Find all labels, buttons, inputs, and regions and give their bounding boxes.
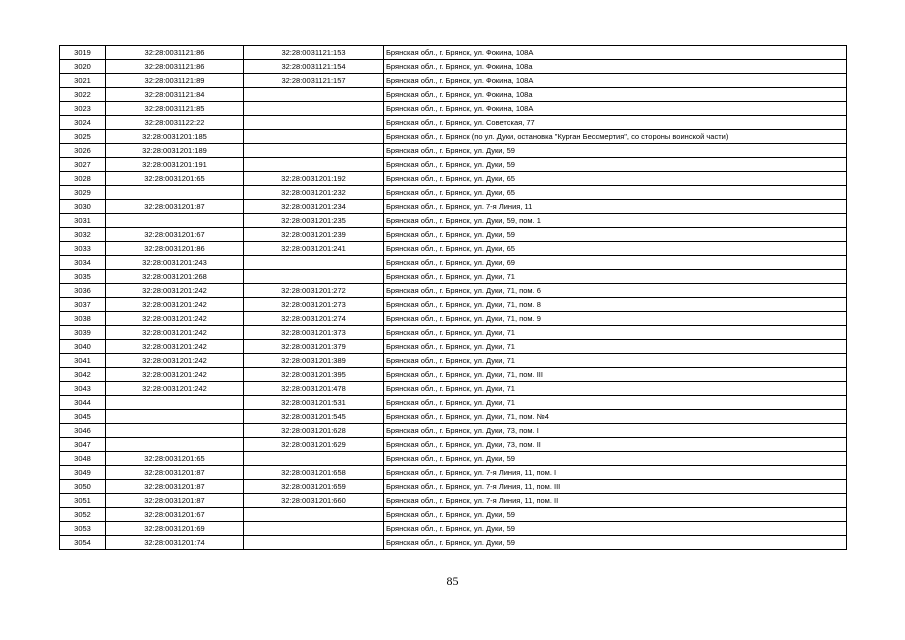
object-cadastral-number-cell: 32:28:0031201:232 [244, 186, 384, 200]
address-cell: Брянская обл., г. Брянск, ул. Дуки, 65 [384, 186, 847, 200]
table-row [60, 270, 847, 284]
table-row [60, 396, 847, 410]
cadastral-table-body [60, 46, 847, 550]
row-number-cell: 3054 [60, 536, 106, 550]
address-cell: Брянская обл., г. Брянск, ул. Дуки, 71, пом. 8 [384, 298, 847, 312]
address-cell: Брянская обл., г. Брянск, ул. Дуки, 73, пом. I [384, 424, 847, 438]
object-cadastral-number-cell: 32:28:0031201:274 [244, 312, 384, 326]
address-cell: Брянская обл., г. Брянск, ул. Дуки, 71 [384, 340, 847, 354]
parcel-cadastral-number-cell [106, 186, 244, 200]
table-row [60, 466, 847, 480]
row-number-cell: 3035 [60, 270, 106, 284]
address-cell: Брянская обл., г. Брянск, ул. Дуки, 73, пом. II [384, 438, 847, 452]
row-number-cell: 3026 [60, 144, 106, 158]
address-cell: Брянская обл., г. Брянск, ул. Фокина, 108а [384, 60, 847, 74]
table-row [60, 88, 847, 102]
parcel-cadastral-number-cell: 32:28:0031201:65 [106, 452, 244, 466]
row-number-cell: 3049 [60, 466, 106, 480]
row-number-cell: 3019 [60, 46, 106, 60]
parcel-cadastral-number-cell: 32:28:0031122:22 [106, 116, 244, 130]
address-cell: Брянская обл., г. Брянск, ул. 7-я Линия, 11, пом. I [384, 466, 847, 480]
table-row [60, 354, 847, 368]
parcel-cadastral-number-cell: 32:28:0031201:87 [106, 480, 244, 494]
object-cadastral-number-cell: 32:28:0031121:154 [244, 60, 384, 74]
parcel-cadastral-number-cell: 32:28:0031201:242 [106, 326, 244, 340]
parcel-cadastral-number-cell: 32:28:0031201:86 [106, 242, 244, 256]
object-cadastral-number-cell: 32:28:0031201:234 [244, 200, 384, 214]
object-cadastral-number-cell [244, 88, 384, 102]
parcel-cadastral-number-cell: 32:28:0031201:268 [106, 270, 244, 284]
table-row [60, 200, 847, 214]
table-row [60, 424, 847, 438]
address-cell: Брянская обл., г. Брянск, ул. Фокина, 108А [384, 74, 847, 88]
table-row [60, 312, 847, 326]
parcel-cadastral-number-cell: 32:28:0031201:87 [106, 466, 244, 480]
parcel-cadastral-number-cell [106, 396, 244, 410]
parcel-cadastral-number-cell: 32:28:0031201:242 [106, 312, 244, 326]
parcel-cadastral-number-cell: 32:28:0031121:89 [106, 74, 244, 88]
parcel-cadastral-number-cell: 32:28:0031201:65 [106, 172, 244, 186]
object-cadastral-number-cell: 32:28:0031201:478 [244, 382, 384, 396]
row-number-cell: 3044 [60, 396, 106, 410]
object-cadastral-number-cell [244, 522, 384, 536]
parcel-cadastral-number-cell [106, 424, 244, 438]
parcel-cadastral-number-cell: 32:28:0031201:242 [106, 368, 244, 382]
object-cadastral-number-cell: 32:28:0031201:660 [244, 494, 384, 508]
row-number-cell: 3025 [60, 130, 106, 144]
object-cadastral-number-cell: 32:28:0031201:395 [244, 368, 384, 382]
address-cell: Брянская обл., г. Брянск, ул. Дуки, 71, пом. 9 [384, 312, 847, 326]
row-number-cell: 3034 [60, 256, 106, 270]
address-cell: Брянская обл., г. Брянск, ул. Дуки, 59 [384, 508, 847, 522]
table-row [60, 172, 847, 186]
address-cell: Брянская обл., г. Брянск, ул. Дуки, 71, пом. 6 [384, 284, 847, 298]
address-cell: Брянская обл., г. Брянск (по ул. Дуки, остановка "Курган Бессмертия", со стороны воинской части) [384, 130, 847, 144]
parcel-cadastral-number-cell: 32:28:0031201:242 [106, 284, 244, 298]
page-number: 85 [446, 574, 459, 588]
row-number-cell: 3028 [60, 172, 106, 186]
object-cadastral-number-cell: 32:28:0031201:659 [244, 480, 384, 494]
object-cadastral-number-cell: 32:28:0031201:373 [244, 326, 384, 340]
row-number-cell: 3040 [60, 340, 106, 354]
address-cell: Брянская обл., г. Брянск, ул. Дуки, 59 [384, 144, 847, 158]
parcel-cadastral-number-cell: 32:28:0031201:87 [106, 494, 244, 508]
address-cell: Брянская обл., г. Брянск, ул. 7-я Линия, 11 [384, 200, 847, 214]
table-row [60, 158, 847, 172]
parcel-cadastral-number-cell: 32:28:0031201:189 [106, 144, 244, 158]
object-cadastral-number-cell: 32:28:0031201:379 [244, 340, 384, 354]
parcel-cadastral-number-cell [106, 410, 244, 424]
row-number-cell: 3048 [60, 452, 106, 466]
row-number-cell: 3020 [60, 60, 106, 74]
table-row [60, 452, 847, 466]
row-number-cell: 3032 [60, 228, 106, 242]
table-row [60, 494, 847, 508]
object-cadastral-number-cell [244, 116, 384, 130]
row-number-cell: 3047 [60, 438, 106, 452]
row-number-cell: 3051 [60, 494, 106, 508]
object-cadastral-number-cell: 32:28:0031201:531 [244, 396, 384, 410]
address-cell: Брянская обл., г. Брянск, ул. Советская, 77 [384, 116, 847, 130]
row-number-cell: 3021 [60, 74, 106, 88]
parcel-cadastral-number-cell: 32:28:0031201:69 [106, 522, 244, 536]
address-cell: Брянская обл., г. Брянск, ул. Дуки, 71, пом. III [384, 368, 847, 382]
row-number-cell: 3027 [60, 158, 106, 172]
table-row [60, 60, 847, 74]
table-row [60, 522, 847, 536]
parcel-cadastral-number-cell: 32:28:0031201:67 [106, 508, 244, 522]
object-cadastral-number-cell [244, 256, 384, 270]
object-cadastral-number-cell [244, 158, 384, 172]
address-cell: Брянская обл., г. Брянск, ул. Дуки, 69 [384, 256, 847, 270]
object-cadastral-number-cell [244, 130, 384, 144]
row-number-cell: 3029 [60, 186, 106, 200]
address-cell: Брянская обл., г. Брянск, ул. Дуки, 59 [384, 158, 847, 172]
table-row [60, 340, 847, 354]
table-row [60, 536, 847, 550]
parcel-cadastral-number-cell: 32:28:0031201:242 [106, 298, 244, 312]
address-cell: Брянская обл., г. Брянск, ул. 7-я Линия, 11, пом. III [384, 480, 847, 494]
address-cell: Брянская обл., г. Брянск, ул. Дуки, 59 [384, 536, 847, 550]
address-cell: Брянская обл., г. Брянск, ул. Дуки, 71 [384, 354, 847, 368]
table-row [60, 130, 847, 144]
parcel-cadastral-number-cell: 32:28:0031121:85 [106, 102, 244, 116]
row-number-cell: 3046 [60, 424, 106, 438]
object-cadastral-number-cell [244, 144, 384, 158]
cadastral-table [59, 45, 847, 550]
object-cadastral-number-cell [244, 270, 384, 284]
row-number-cell: 3037 [60, 298, 106, 312]
parcel-cadastral-number-cell: 32:28:0031201:87 [106, 200, 244, 214]
parcel-cadastral-number-cell: 32:28:0031201:191 [106, 158, 244, 172]
table-row [60, 214, 847, 228]
address-cell: Брянская обл., г. Брянск, ул. Дуки, 71 [384, 396, 847, 410]
address-cell: Брянская обл., г. Брянск, ул. Фокина, 108а [384, 88, 847, 102]
object-cadastral-number-cell: 32:28:0031201:389 [244, 354, 384, 368]
parcel-cadastral-number-cell: 32:28:0031201:74 [106, 536, 244, 550]
table-row [60, 102, 847, 116]
address-cell: Брянская обл., г. Брянск, ул. Фокина, 108А [384, 102, 847, 116]
parcel-cadastral-number-cell: 32:28:0031201:242 [106, 354, 244, 368]
table-row [60, 298, 847, 312]
address-cell: Брянская обл., г. Брянск, ул. Дуки, 71 [384, 382, 847, 396]
row-number-cell: 3030 [60, 200, 106, 214]
address-cell: Брянская обл., г. Брянск, ул. Дуки, 59 [384, 452, 847, 466]
row-number-cell: 3038 [60, 312, 106, 326]
address-cell: Брянская обл., г. Брянск, ул. Дуки, 59 [384, 228, 847, 242]
address-cell: Брянская обл., г. Брянск, ул. Дуки, 59 [384, 522, 847, 536]
row-number-cell: 3042 [60, 368, 106, 382]
row-number-cell: 3043 [60, 382, 106, 396]
row-number-cell: 3052 [60, 508, 106, 522]
address-cell: Брянская обл., г. Брянск, ул. Фокина, 108А [384, 46, 847, 60]
parcel-cadastral-number-cell: 32:28:0031201:67 [106, 228, 244, 242]
row-number-cell: 3024 [60, 116, 106, 130]
object-cadastral-number-cell: 32:28:0031201:273 [244, 298, 384, 312]
parcel-cadastral-number-cell: 32:28:0031201:243 [106, 256, 244, 270]
object-cadastral-number-cell: 32:28:0031201:241 [244, 242, 384, 256]
table-row [60, 326, 847, 340]
table-row [60, 144, 847, 158]
address-cell: Брянская обл., г. Брянск, ул. Дуки, 71 [384, 270, 847, 284]
parcel-cadastral-number-cell: 32:28:0031121:84 [106, 88, 244, 102]
address-cell: Брянская обл., г. Брянск, ул. Дуки, 65 [384, 172, 847, 186]
address-cell: Брянская обл., г. Брянск, ул. 7-я Линия, 11, пом. II [384, 494, 847, 508]
address-cell: Брянская обл., г. Брянск, ул. Дуки, 71, пом. №4 [384, 410, 847, 424]
object-cadastral-number-cell: 32:28:0031201:545 [244, 410, 384, 424]
row-number-cell: 3022 [60, 88, 106, 102]
object-cadastral-number-cell: 32:28:0031201:628 [244, 424, 384, 438]
object-cadastral-number-cell: 32:28:0031121:153 [244, 46, 384, 60]
table-row [60, 480, 847, 494]
row-number-cell: 3033 [60, 242, 106, 256]
row-number-cell: 3041 [60, 354, 106, 368]
object-cadastral-number-cell: 32:28:0031201:235 [244, 214, 384, 228]
table-row [60, 186, 847, 200]
parcel-cadastral-number-cell [106, 438, 244, 452]
address-cell: Брянская обл., г. Брянск, ул. Дуки, 65 [384, 242, 847, 256]
row-number-cell: 3023 [60, 102, 106, 116]
table-row [60, 74, 847, 88]
row-number-cell: 3031 [60, 214, 106, 228]
object-cadastral-number-cell: 32:28:0031201:239 [244, 228, 384, 242]
table-row [60, 256, 847, 270]
table-row [60, 438, 847, 452]
table-row [60, 368, 847, 382]
parcel-cadastral-number-cell: 32:28:0031121:86 [106, 60, 244, 74]
parcel-cadastral-number-cell: 32:28:0031121:86 [106, 46, 244, 60]
object-cadastral-number-cell [244, 452, 384, 466]
row-number-cell: 3039 [60, 326, 106, 340]
table-row [60, 228, 847, 242]
parcel-cadastral-number-cell [106, 214, 244, 228]
object-cadastral-number-cell: 32:28:0031201:192 [244, 172, 384, 186]
object-cadastral-number-cell: 32:28:0031201:658 [244, 466, 384, 480]
object-cadastral-number-cell [244, 102, 384, 116]
row-number-cell: 3036 [60, 284, 106, 298]
object-cadastral-number-cell: 32:28:0031201:629 [244, 438, 384, 452]
table-row [60, 410, 847, 424]
address-cell: Брянская обл., г. Брянск, ул. Дуки, 59, пом. 1 [384, 214, 847, 228]
object-cadastral-number-cell: 32:28:0031121:157 [244, 74, 384, 88]
row-number-cell: 3053 [60, 522, 106, 536]
object-cadastral-number-cell [244, 536, 384, 550]
table-row [60, 46, 847, 60]
row-number-cell: 3050 [60, 480, 106, 494]
table-row [60, 116, 847, 130]
parcel-cadastral-number-cell: 32:28:0031201:242 [106, 340, 244, 354]
parcel-cadastral-number-cell: 32:28:0031201:242 [106, 382, 244, 396]
table-row [60, 508, 847, 522]
address-cell: Брянская обл., г. Брянск, ул. Дуки, 71 [384, 326, 847, 340]
table-row [60, 382, 847, 396]
table-row [60, 242, 847, 256]
row-number-cell: 3045 [60, 410, 106, 424]
object-cadastral-number-cell [244, 508, 384, 522]
object-cadastral-number-cell: 32:28:0031201:272 [244, 284, 384, 298]
parcel-cadastral-number-cell: 32:28:0031201:185 [106, 130, 244, 144]
table-row [60, 284, 847, 298]
